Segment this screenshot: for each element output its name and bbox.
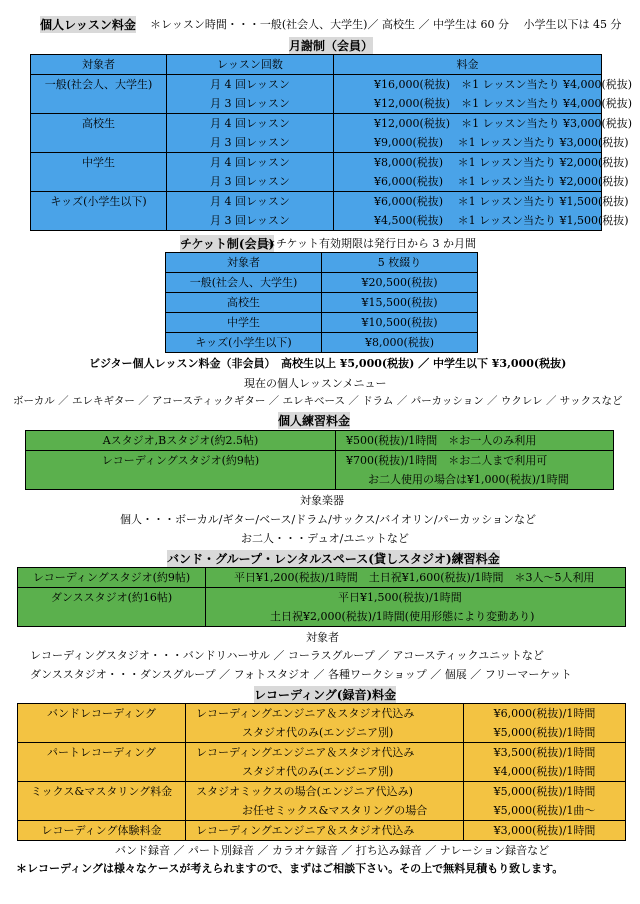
table-header-row — [31, 55, 602, 75]
ticket-note: ＊チケット有効期限は発行日から 3 か月間 — [265, 237, 477, 250]
description: スタジオミックスの場合(エンジニア代込み) — [196, 785, 413, 798]
lesson-count-cell — [167, 75, 334, 114]
target-cell: 中学生 — [31, 153, 167, 192]
price: ¥5,000(税抜)/1時間 — [493, 785, 596, 798]
target-cell: 一般(社会人、大学生) — [166, 273, 322, 293]
service-cell: レコーディング体験料金 — [18, 821, 186, 841]
description-cell — [186, 821, 464, 841]
price: ¥6,000(税抜) ＊1 レッスン当たり ¥2,000(税抜) — [374, 175, 629, 188]
menu-items: ボーカル ／ エレキギター ／ アコースティックギター ／ エレキベース ／ ドラム ／ パーカッション ／ ウクレレ ／ サックスなど — [13, 395, 623, 407]
visitor-price: ビジター個人レッスン料金（非会員） 高校生以上 ¥5,000(税抜) ／ 中学生以下 ¥3,000(税抜) — [89, 357, 567, 370]
price: ¥3,500(税抜)/1時間 — [493, 746, 596, 759]
price-cell: ¥10,500(税抜) — [322, 313, 478, 333]
column-header: 料金 — [334, 55, 602, 75]
description-cell — [186, 782, 464, 821]
description: レコーディングエンジニア＆スタジオ代込み — [196, 824, 415, 837]
page-title: 個人レッスン料金 — [40, 18, 136, 32]
description: レコーディングエンジニア＆スタジオ代込み — [196, 707, 415, 720]
price: ¥12,000(税抜) ＊1 レッスン当たり ¥4,000(税抜) — [374, 97, 633, 110]
table-row — [31, 114, 602, 153]
lesson-count-cell — [167, 192, 334, 231]
instruments-line: 個人・・・ボーカル/ギター/ベース/ドラム/サックス/バイオリン/パーカッションなど — [120, 513, 537, 526]
price-line: ¥500(税抜)/1時間 ＊お一人のみ利用 — [346, 434, 537, 447]
price-cell — [334, 153, 629, 192]
description: スタジオ代のみ(エンジニア別) — [242, 726, 394, 739]
price: ¥5,000(税抜)/1曲～ — [493, 804, 596, 817]
price-line: 平日¥1,200(税抜)/1時間 土日祝¥1,600(税抜)/1時間 ＊3人～5人利用 — [234, 571, 595, 584]
table-row — [166, 333, 478, 353]
price: ¥16,000(税抜) ＊1 レッスン当たり ¥4,000(税抜) — [374, 78, 633, 91]
price-line: お二人使用の場合は¥1,000(税抜)/1時間 — [368, 473, 569, 486]
price-line: 平日¥1,500(税抜)/1時間 — [338, 591, 462, 604]
targets-line: レコーディングスタジオ・・・バンドリハーサル ／ コーラスグループ ／ アコースティックユニットなど — [30, 649, 544, 662]
description-cell — [186, 743, 464, 782]
table-row — [18, 568, 626, 588]
instruments-title: 対象楽器 — [300, 494, 344, 507]
table-row — [18, 588, 626, 627]
table-row — [26, 431, 614, 451]
lesson-count: 月 4 回レッスン — [210, 117, 290, 130]
table-row — [166, 313, 478, 333]
description: お任せミックス&マスタリングの場合 — [242, 804, 428, 817]
service-cell: ミックス&マスタリング料金 — [18, 782, 186, 821]
price-cell — [464, 782, 626, 821]
price-cell — [336, 451, 614, 490]
target-cell: キッズ(小学生以下) — [166, 333, 322, 353]
column-header: 対象者 — [166, 253, 322, 273]
table-row — [166, 293, 478, 313]
lesson-time-note: ＊レッスン時間・・・一般(社会人、大学生)／ 高校生 ／ 中学生は 60 分 小学生以下は 45 分 — [150, 18, 622, 31]
lesson-count: 月 4 回レッスン — [210, 156, 290, 169]
target-cell: キッズ(小学生以下) — [31, 192, 167, 231]
description: レコーディングエンジニア＆スタジオ代込み — [196, 746, 415, 759]
target-cell: 一般(社会人、大学生) — [31, 75, 167, 114]
table-row — [18, 782, 626, 821]
price-cell: ¥20,500(税抜) — [322, 273, 478, 293]
table-row — [26, 451, 614, 490]
table-row — [18, 743, 626, 782]
menu-title: 現在の個人レッスンメニュー — [244, 377, 387, 390]
rental-table — [17, 567, 626, 627]
price-cell — [334, 192, 629, 231]
lesson-count-cell — [167, 153, 334, 192]
price: ¥3,000(税抜)/1時間 — [493, 824, 596, 837]
room-cell: Aスタジオ,Bスタジオ(約2.5帖) — [26, 431, 336, 451]
price-cell — [334, 114, 633, 153]
table-header-row — [166, 253, 478, 273]
lesson-count: 月 4 回レッスン — [210, 195, 290, 208]
lesson-count: 月 3 回レッスン — [210, 97, 290, 110]
table-row — [18, 821, 626, 841]
practice-table — [25, 430, 614, 490]
lesson-count: 月 3 回レッスン — [210, 214, 290, 227]
monthly-title: 月謝制（会員） — [289, 39, 374, 53]
practice-title: 個人練習料金 — [278, 414, 351, 428]
target-cell: 高校生 — [166, 293, 322, 313]
description-cell — [186, 704, 464, 743]
table-row — [31, 153, 602, 192]
column-header: 対象者 — [31, 55, 167, 75]
instruments-line: お二人・・・デュオ/ユニットなど — [241, 532, 409, 545]
price: ¥6,000(税抜) ＊1 レッスン当たり ¥1,500(税抜) — [374, 195, 629, 208]
description: スタジオ代のみ(エンジニア別) — [242, 765, 394, 778]
targets-title: 対象者 — [306, 631, 339, 644]
rental-title: バンド・グループ・レンタルスペース(貸しスタジオ)練習料金 — [167, 552, 500, 566]
price-cell — [334, 75, 633, 114]
price-cell — [206, 588, 626, 627]
lesson-count: 月 3 回レッスン — [210, 175, 290, 188]
table-row — [166, 273, 478, 293]
price-line: ¥700(税抜)/1時間 ＊お二人まで利用可 — [346, 454, 548, 467]
lesson-count: 月 4 回レッスン — [210, 78, 290, 91]
table-row — [31, 192, 602, 231]
price-cell — [206, 568, 626, 588]
targets-line: ダンススタジオ・・・ダンスグループ ／ フォトスタジオ ／ 各種ワークショップ ／ 個展 ／ フリーマーケット — [30, 668, 572, 681]
recording-title: レコーディング(録音)料金 — [254, 688, 397, 702]
price: ¥4,000(税抜)/1時間 — [493, 765, 596, 778]
ticket-title: チケット制(会員) — [180, 237, 275, 251]
recording-footer: ＊レコーディングは様々なケースが考えられますので、まずはご相談下さい。その上で無料見積もり致します。 — [16, 862, 564, 875]
price-cell — [464, 743, 626, 782]
table-row — [31, 75, 602, 114]
monthly-table — [30, 54, 633, 231]
price-cell — [464, 704, 626, 743]
recording-types: バンド録音 ／ パート別録音 ／ カラオケ録音 ／ 打ち込み録音 ／ ナレーション録音など — [115, 844, 550, 857]
room-cell: ダンススタジオ(約16帖) — [18, 588, 206, 627]
target-cell: 中学生 — [166, 313, 322, 333]
price: ¥6,000(税抜)/1時間 — [493, 707, 596, 720]
recording-table — [17, 703, 626, 841]
ticket-table — [165, 252, 478, 353]
table-row — [18, 704, 626, 743]
price-line: 土日祝¥2,000(税抜)/1時間(使用形態により変動あり) — [270, 610, 535, 623]
price-cell: ¥15,500(税抜) — [322, 293, 478, 313]
price-cell — [464, 821, 626, 841]
price-cell — [336, 431, 614, 451]
price: ¥4,500(税抜) ＊1 レッスン当たり ¥1,500(税抜) — [374, 214, 629, 227]
price: ¥12,000(税抜) ＊1 レッスン当たり ¥3,000(税抜) — [374, 117, 633, 130]
price: ¥5,000(税抜)/1時間 — [493, 726, 596, 739]
column-header: レッスン回数 — [167, 55, 334, 75]
price: ¥8,000(税抜) ＊1 レッスン当たり ¥2,000(税抜) — [374, 156, 629, 169]
lesson-count: 月 3 回レッスン — [210, 136, 290, 149]
lesson-count-cell — [167, 114, 334, 153]
column-header: 5 枚綴り — [322, 253, 478, 273]
room-cell: レコーディングスタジオ(約9帖) — [26, 451, 336, 490]
service-cell: バンドレコーディング — [18, 704, 186, 743]
price-cell: ¥8,000(税抜) — [322, 333, 478, 353]
target-cell: 高校生 — [31, 114, 167, 153]
service-cell: パートレコーディング — [18, 743, 186, 782]
price: ¥9,000(税抜) ＊1 レッスン当たり ¥3,000(税抜) — [374, 136, 629, 149]
room-cell: レコーディングスタジオ(約9帖) — [18, 568, 206, 588]
